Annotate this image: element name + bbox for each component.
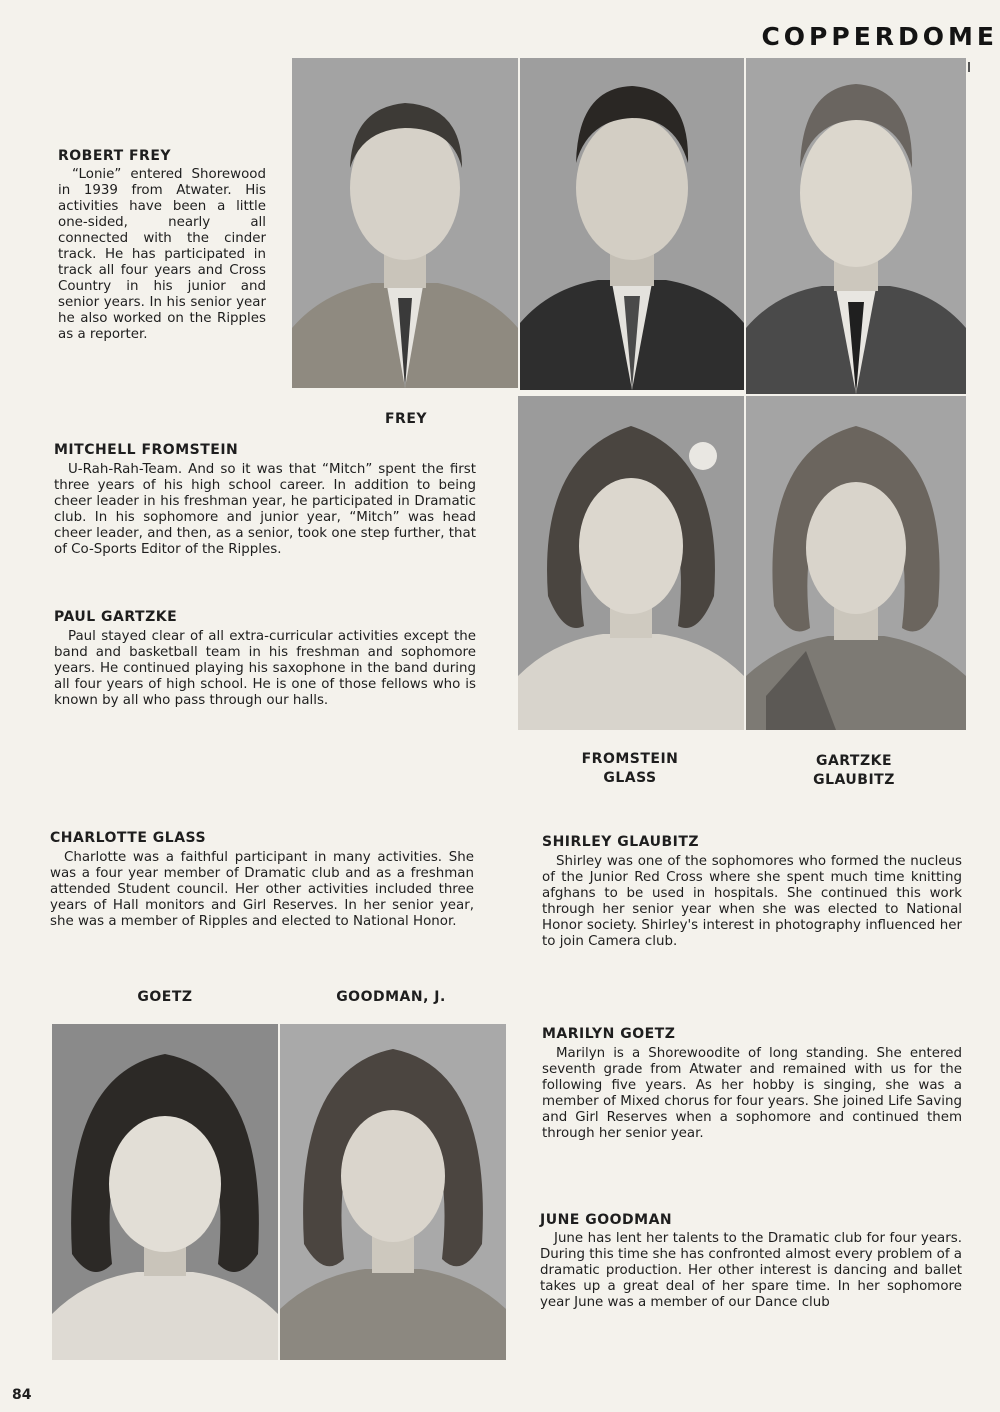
portrait-fromstein (520, 58, 744, 390)
corner-mark (968, 62, 970, 72)
caption-gartzke: GARTZKE (815, 753, 893, 769)
caption-gartzke-glaubitz (784, 752, 924, 790)
entry-name-frey: ROBERT FREY (58, 148, 172, 164)
caption-fromstein-glass (560, 750, 700, 788)
caption-goodman: GOODMAN, J. (336, 989, 446, 1005)
page-number: 84 (12, 1387, 32, 1403)
entry-name-gartzke: PAUL GARTZKE (54, 609, 178, 625)
entry-bio-frey: “Lonie” entered Shorewood in 1939 from Atwater. His activities have been a little one-sided, nearly all connected with the cinder track. He has participated in track all four years and Cross Country in his junior and senior years. In his senior year he also worked on the Ripples as a reporter. (58, 167, 266, 342)
caption-goetz: GOETZ (137, 989, 193, 1005)
entry-bio-glaubitz: Shirley was one of the sophomores who formed the nucleus of the Junior Red Cross where she spent much time knitting afghans to be used in hospitals. She continued this work through her senior year when she was elected to National Honor society. Shirley's interest in photography influenced her to join Camera club. (542, 854, 962, 949)
entry-name-goetz: MARILYN GOETZ (542, 1026, 676, 1042)
entry-bio-glass: Charlotte was a faithful participant in many activities. She was a four year member of Dramatic club and as a freshman attended Student council. Her other activities included three years of Hall monitors and Girl Reserves. In her senior year, she was a member of Ripples and elected to National Honor. (50, 850, 474, 929)
portrait-glaubitz (746, 396, 966, 730)
entry-bio-gartzke: Paul stayed clear of all extra-curricular activities except the band and basketball team in his freshman and sophomore years. He continued playing his saxophone in the band during all four years of high school. He is one of those fellows who is known by all who pass through our halls. (54, 629, 476, 708)
entry-bio-goodman: June has lent her talents to the Dramatic club for four years. During this time she has confronted almost every problem of a dramatic production. Her other interest is dancing and ballet takes up a great deal of her spare time. In her sophomore year June was a member of our Dance club (540, 1231, 963, 1310)
entry-name-goodman: JUNE GOODMAN (540, 1212, 673, 1228)
entry-name-glaubitz: SHIRLEY GLAUBITZ (542, 834, 700, 850)
entry-name-fromstein: MITCHELL FROMSTEIN (54, 442, 239, 458)
entry-bio-goetz: Marilyn is a Shorewoodite of long standing. She entered seventh grade from Atwater and remained with us for the following five years. As her hobby is singing, she was a member of Mixed chorus for four years. She joined Life Saving and Girl Reserves when a sophomore and continued them through her senior year. (542, 1046, 962, 1141)
yearbook-title: COPPERDOME (761, 22, 998, 51)
portrait-glass (518, 396, 744, 730)
portrait-frey (292, 58, 518, 388)
portrait-goetz (52, 1024, 278, 1360)
caption-glass: GLASS (603, 770, 657, 786)
caption-frey: FREY (384, 411, 428, 427)
entry-bio-fromstein: U-Rah-Rah-Team. And so it was that “Mitch” spent the first three years of his high school career. In addition to being cheer leader in his freshman year, he participated in Dramatic club. In his sophomore and junior year, “Mitch” was head cheer leader, and then, as a senior, took one step further, that of Co-Sports Editor of the Ripples. (54, 462, 476, 557)
caption-glaubitz: GLAUBITZ (813, 772, 895, 788)
portrait-goodman (280, 1024, 506, 1360)
entry-name-glass: CHARLOTTE GLASS (50, 830, 207, 846)
portrait-gartzke (746, 58, 966, 394)
caption-fromstein: FROMSTEIN (581, 751, 679, 767)
